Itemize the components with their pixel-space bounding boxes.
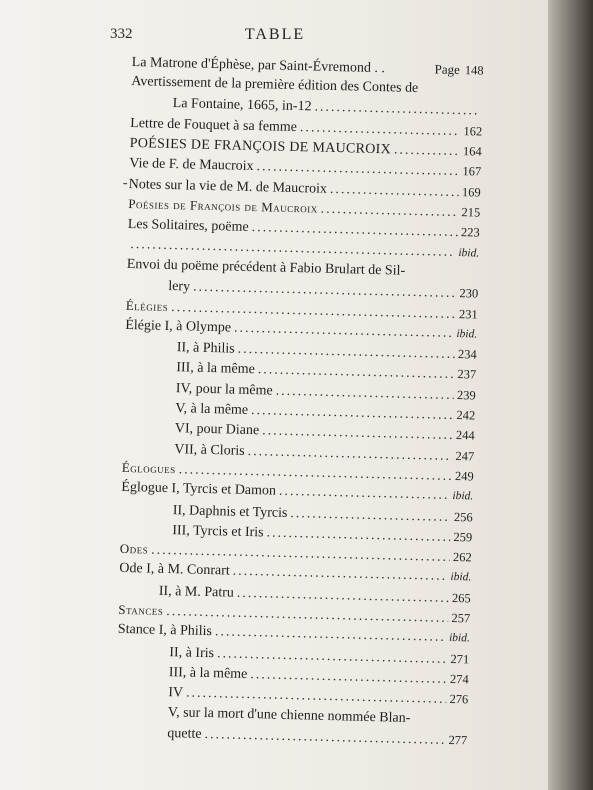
toc-entry-page: 162: [463, 124, 483, 139]
toc-entry-page: 262: [452, 550, 472, 565]
toc-entry-page: 231: [458, 306, 478, 322]
toc-entry-page: 215: [461, 205, 481, 220]
toc-entry-title: Lettre de Fouquet à sa femme: [130, 115, 298, 135]
toc-entry-page: ibid.: [452, 490, 474, 503]
toc-entry-page: 230: [459, 286, 479, 301]
toc-entry-page: 242: [456, 408, 476, 423]
toc-entry-title: POÉSIES DE FRANÇOIS DE MAUCROIX: [129, 136, 392, 158]
toc-entry-title: Églogues: [121, 459, 176, 477]
dot-leader: [204, 725, 445, 751]
toc-entry-page: 265: [451, 590, 471, 606]
toc-entry-title: Notes sur la vie de M. de Maucroix: [128, 176, 328, 197]
running-title: TABLE: [244, 26, 306, 43]
toc-entry-page: 164: [462, 144, 482, 159]
toc-entry-title: VII, à Cloris: [174, 441, 245, 459]
toc-entry-title: Élégies: [125, 297, 169, 314]
toc-entry-title: III, à la même: [168, 664, 248, 682]
toc-entry-title: Stances: [118, 601, 164, 618]
toc-entry-title: II, à M. Patru: [158, 583, 235, 601]
toc-entry-page: 249: [454, 468, 474, 484]
toc-entry-title: La Fontaine, 1665, in-12: [172, 95, 312, 114]
toc-entry-title: VI, pour Diane: [174, 421, 260, 439]
toc-entry-title: IV: [168, 685, 184, 701]
toc-entry-page: 256: [453, 509, 473, 524]
toc-entry-page: 247: [455, 448, 475, 464]
toc-entry-page: 277: [448, 732, 468, 748]
toc-entry-title: II, Daphnis et Tyrcis: [172, 502, 288, 521]
toc-entry-page: 259: [453, 529, 473, 545]
toc-entry-page: 276: [449, 692, 469, 707]
toc-entry-page: 167: [462, 164, 482, 180]
toc-entry-page: ibid.: [450, 571, 472, 584]
toc-entry-title: III, Tyrcis et Iris: [172, 522, 264, 541]
toc-entry-title: Les Solitaires, poëme: [127, 217, 249, 236]
toc-entry-title: lery: [168, 279, 191, 295]
toc-entry-page: 169: [461, 184, 481, 200]
toc-entry-page: 244: [455, 428, 475, 443]
toc-entry-title: II, à Philis: [176, 340, 235, 357]
toc-entry-page: 239: [456, 387, 476, 403]
page-number: 332: [110, 26, 133, 42]
toc-entry-title: Envoi du poëme précédent à Fabio Brulart de Sil-: [126, 256, 406, 279]
toc-entry-title: Poésies de François de Maucroix: [128, 196, 318, 216]
toc-entry-title: III, à la même: [176, 360, 255, 378]
toc-entry-page: 274: [449, 671, 469, 687]
toc-entry-title: Stance I, à Philis: [117, 622, 213, 640]
toc-entry-title: Avertissement de la première édition des Contes de: [131, 74, 419, 97]
toc-entry-page: 271: [450, 651, 470, 667]
toc-entry-page: 257: [451, 610, 471, 626]
book-gutter: [548, 0, 593, 790]
toc-entry-title: La Matrone d'Éphèse, par Saint-Évremond . .: [131, 54, 386, 77]
toc-entry-page: 148: [464, 63, 484, 78]
toc-entry-title: II, à Iris: [169, 644, 215, 661]
toc-entry-title: Églogue I, Tyrcis et Damon: [121, 480, 277, 499]
toc-entry-page: ibid.: [458, 246, 480, 260]
toc-entry-title: V, à la même: [175, 401, 249, 418]
toc-entry-title: Vie de F. de Maucroix: [129, 156, 254, 175]
toc-entry-page: ibid.: [456, 327, 478, 341]
page-label: Page: [434, 61, 461, 78]
toc-entry-page: 234: [457, 347, 477, 362]
toc-entry-page: 237: [457, 367, 477, 382]
page-header: [0, 26, 550, 48]
toc-entry-title: Élégie I, à Olympe: [125, 317, 232, 336]
toc-entry-title: IV, pour la même: [175, 380, 273, 399]
toc-entry-page: ibid.: [448, 632, 470, 645]
table-of-contents: [115, 52, 484, 750]
toc-entry-title: Ode I, à M. Conrart: [119, 561, 230, 579]
toc-entry-title: V, sur la mort d'une chienne nommée Blan-: [167, 704, 411, 726]
entry-bullet: -: [122, 175, 128, 191]
toc-entry-title: quette: [167, 725, 202, 742]
toc-entry-title: Odes: [119, 540, 149, 557]
toc-entry-page: 223: [460, 225, 480, 240]
